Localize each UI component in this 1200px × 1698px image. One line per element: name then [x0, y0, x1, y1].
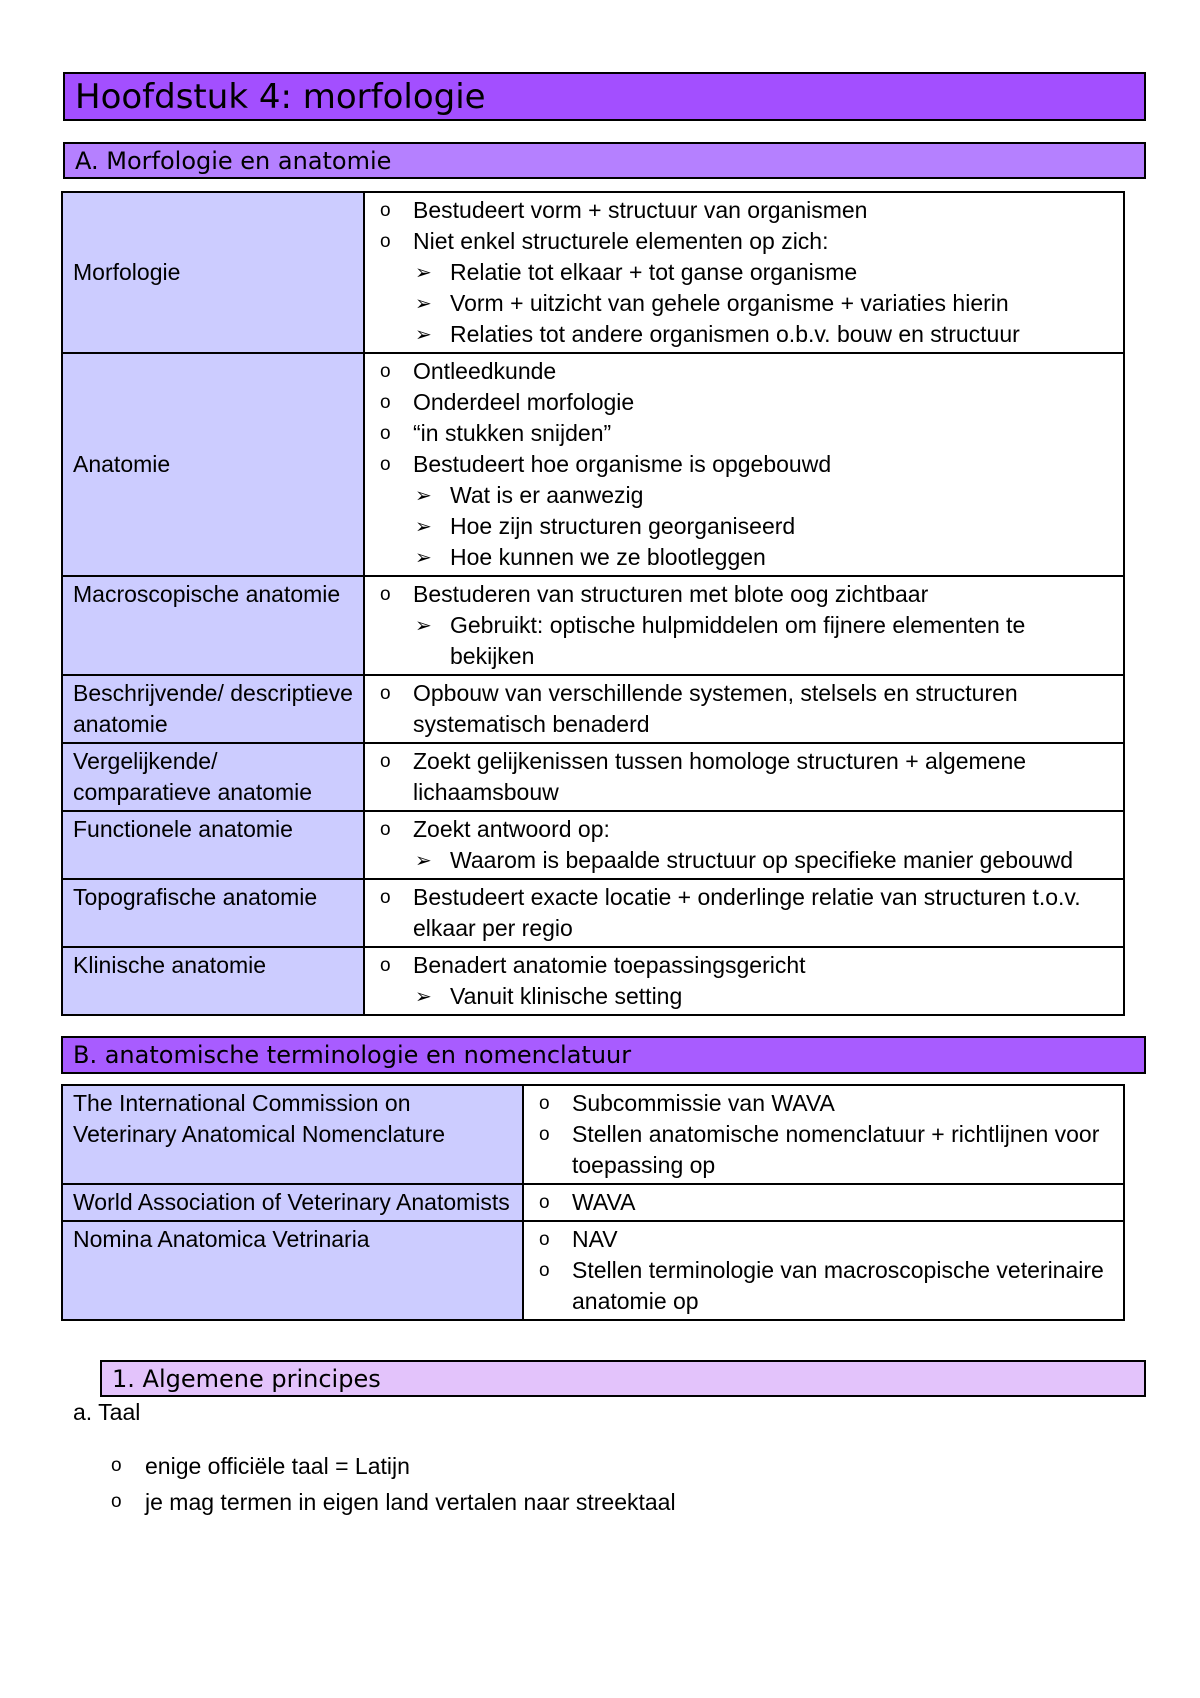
- table-row: [62, 879, 1124, 947]
- table-row: [62, 1221, 1124, 1320]
- list-item: o Stellen terminologie van macroscopische veterinaire anatomie op: [524, 1255, 1113, 1317]
- list-item: o WAVA: [524, 1187, 1113, 1218]
- section-1-heading: 1. Algemene principes: [100, 1360, 1146, 1397]
- sub-list-item: ➢ Relaties tot andere organismen o.b.v. bouw en structuur: [365, 319, 1113, 350]
- list-item: o Niet enkel structurele elementen op zich:: [365, 226, 1113, 257]
- term-cell: Beschrijvende/ descriptieve anatomie: [62, 675, 364, 743]
- description-cell: [364, 743, 1124, 811]
- list-item: o Ontleedkunde: [365, 356, 1113, 387]
- sub-list-item: ➢ Hoe zijn structuren georganiseerd: [365, 511, 1113, 542]
- term-cell: Klinische anatomie: [62, 947, 364, 1015]
- list-item: o je mag termen in eigen land vertalen naar streektaal: [75, 1484, 676, 1520]
- list-item: o Onderdeel morfologie: [365, 387, 1113, 418]
- description-cell: [523, 1221, 1124, 1320]
- description-list: [365, 195, 1113, 350]
- list-item: o Bestudeert exacte locatie + onderlinge relatie van structuren t.o.v. elkaar per regio: [365, 882, 1113, 944]
- list-item: o Benadert anatomie toepassingsgericht: [365, 950, 1113, 981]
- description-list: [365, 746, 1113, 808]
- term-cell: Topografische anatomie: [62, 879, 364, 947]
- list-item: o Stellen anatomische nomenclatuur + richtlijnen voor toepassing op: [524, 1119, 1113, 1181]
- description-cell: [364, 947, 1124, 1015]
- list-item: o Bestudeert vorm + structuur van organismen: [365, 195, 1113, 226]
- term-cell: Morfologie: [62, 192, 364, 353]
- list-item: o Subcommissie van WAVA: [524, 1088, 1113, 1119]
- table-row: [62, 1184, 1124, 1221]
- description-list: [524, 1088, 1113, 1181]
- section-a-heading: A. Morfologie en anatomie: [63, 142, 1146, 179]
- term-cell: Vergelijkende/ comparatieve anatomie: [62, 743, 364, 811]
- description-list: [365, 814, 1113, 876]
- chapter-title: Hoofdstuk 4: morfologie: [63, 72, 1146, 121]
- description-cell: [364, 192, 1124, 353]
- sub-list-item: ➢ Relatie tot elkaar + tot ganse organisme: [365, 257, 1113, 288]
- term-cell: Anatomie: [62, 353, 364, 576]
- list-item: o NAV: [524, 1224, 1113, 1255]
- description-cell: [364, 576, 1124, 675]
- subsection-heading: a. Taal: [73, 1399, 141, 1425]
- description-list: [524, 1187, 1113, 1218]
- table-row: [62, 1085, 1124, 1184]
- list-item: o Zoekt antwoord op:: [365, 814, 1113, 845]
- list-item: o Bestudeert hoe organisme is opgebouwd: [365, 449, 1113, 480]
- sub-list-item: ➢ Gebruikt: optische hulpmiddelen om fijnere elementen te bekijken: [365, 610, 1113, 672]
- table-row: [62, 192, 1124, 353]
- table-row: [62, 743, 1124, 811]
- description-cell: [364, 675, 1124, 743]
- sub-list-item: ➢ Vanuit klinische setting: [365, 981, 1113, 1012]
- list-item: o Opbouw van verschillende systemen, stelsels en structuren systematisch benaderd: [365, 678, 1113, 740]
- term-cell: Functionele anatomie: [62, 811, 364, 879]
- term-cell: Nomina Anatomica Vetrinaria: [62, 1221, 523, 1320]
- sub-list-item: ➢ Vorm + uitzicht van gehele organisme + variaties hierin: [365, 288, 1113, 319]
- term-cell: The International Commission on Veterinary Anatomical Nomenclature: [62, 1085, 523, 1184]
- description-cell: [523, 1184, 1124, 1221]
- terminology-table: [61, 1084, 1125, 1321]
- description-list: [365, 356, 1113, 573]
- sub-list-item: ➢ Wat is er aanwezig: [365, 480, 1113, 511]
- description-list: [365, 579, 1113, 672]
- description-cell: [523, 1085, 1124, 1184]
- morphology-table: [61, 191, 1125, 1016]
- description-list: [365, 678, 1113, 740]
- table-row: [62, 576, 1124, 675]
- list-item: o Bestuderen van structuren met blote oog zichtbaar: [365, 579, 1113, 610]
- table-row: [62, 353, 1124, 576]
- list-item: o “in stukken snijden”: [365, 418, 1113, 449]
- description-cell: [364, 811, 1124, 879]
- list-item: o enige officiële taal = Latijn: [75, 1448, 676, 1484]
- sub-list-item: ➢ Hoe kunnen we ze blootleggen: [365, 542, 1113, 573]
- list-item: o Zoekt gelijkenissen tussen homologe structuren + algemene lichaamsbouw: [365, 746, 1113, 808]
- term-cell: World Association of Veterinary Anatomists: [62, 1184, 523, 1221]
- description-cell: [364, 353, 1124, 576]
- section-b-heading: B. anatomische terminologie en nomenclatuur: [61, 1036, 1146, 1074]
- description-list: [365, 950, 1113, 1012]
- description-list: [524, 1224, 1113, 1317]
- table-row: [62, 811, 1124, 879]
- table-row: [62, 947, 1124, 1015]
- principles-list: [75, 1448, 676, 1520]
- description-list: [365, 882, 1113, 944]
- term-cell: Macroscopische anatomie: [62, 576, 364, 675]
- table-row: [62, 675, 1124, 743]
- description-cell: [364, 879, 1124, 947]
- sub-list-item: ➢ Waarom is bepaalde structuur op specifieke manier gebouwd: [365, 845, 1113, 876]
